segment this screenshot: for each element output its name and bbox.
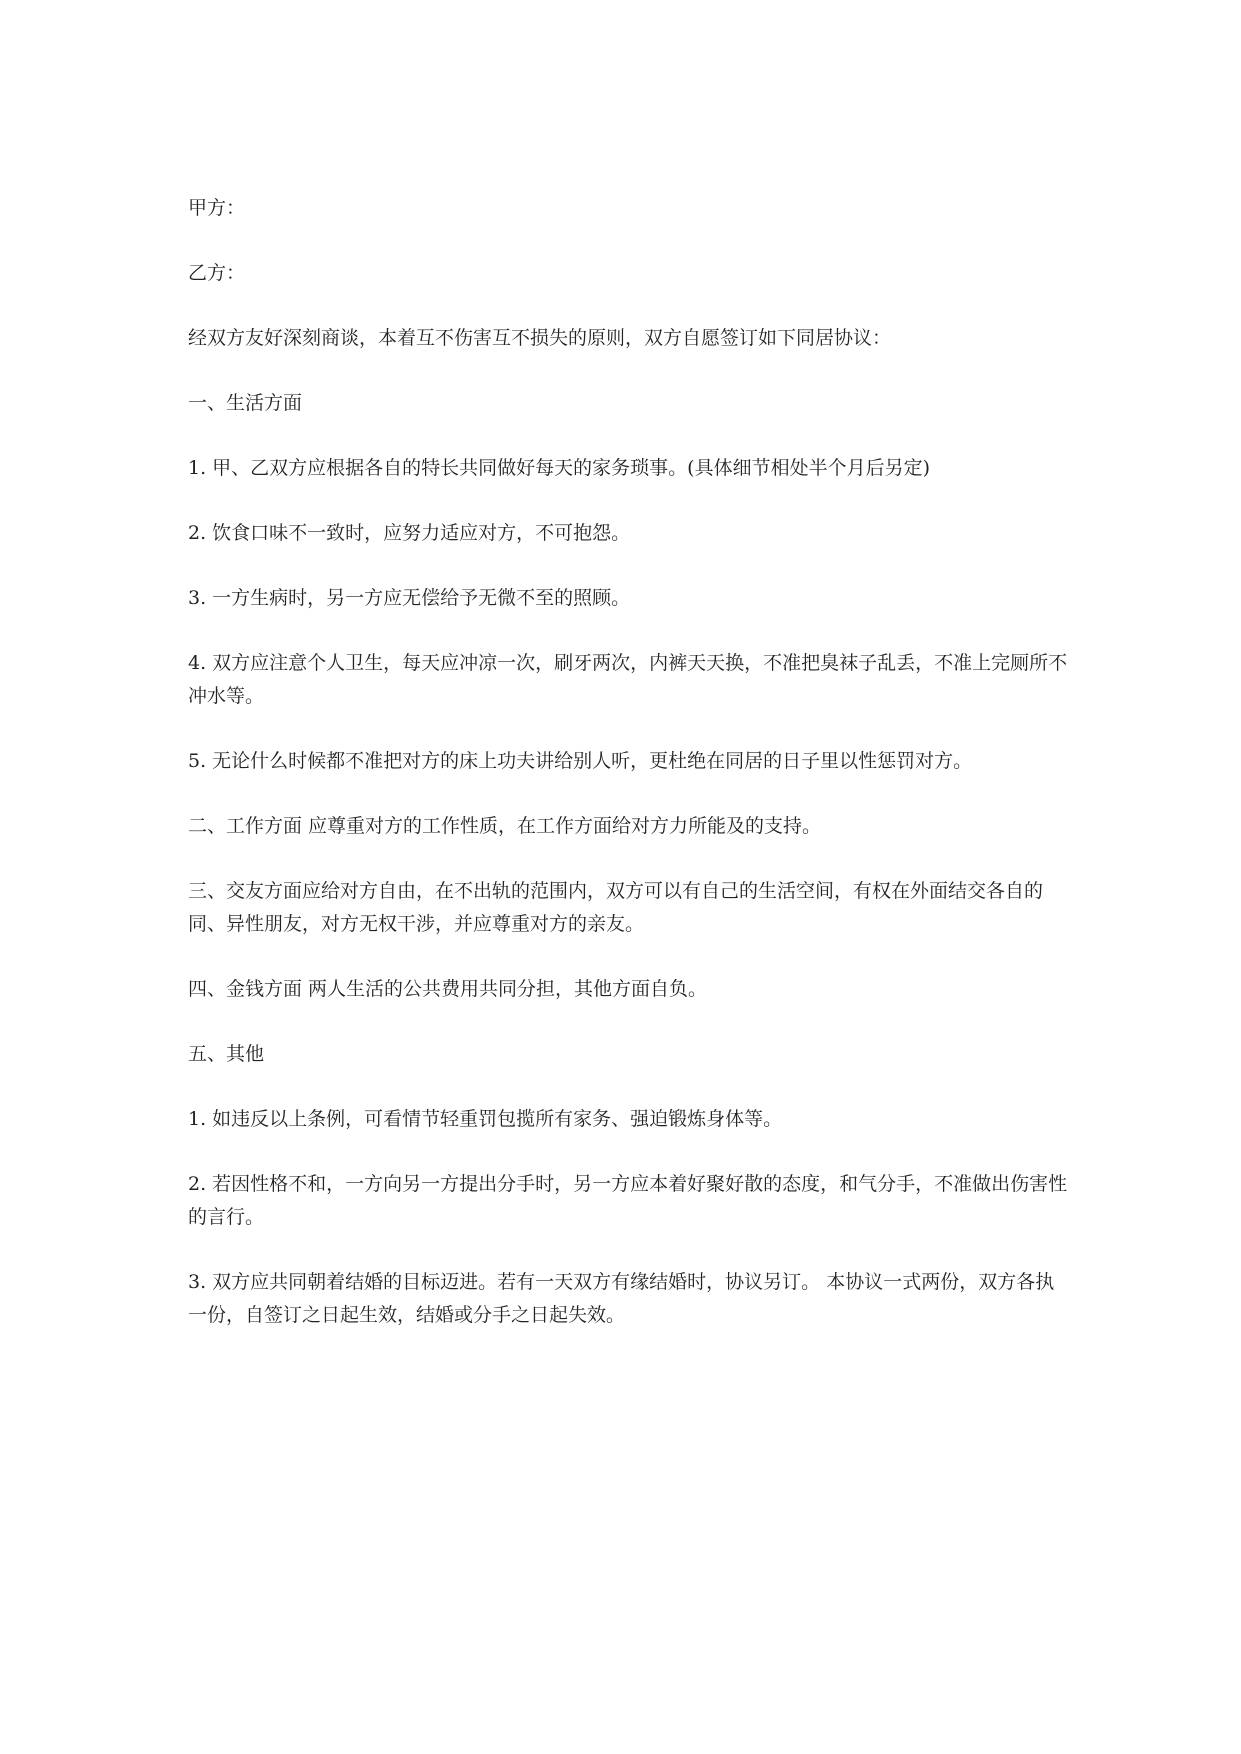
section-money: 四、金钱方面 两人生活的公共费用共同分担，其他方面自负。 <box>188 978 708 1000</box>
life-clause-1: 1. 甲、乙双方应根据各自的特长共同做好每天的家务琐事。(具体细节相处半个月后另定) <box>188 457 930 479</box>
other-clause-2: 2. 若因性格不和，一方向另一方提出分手时，另一方应本着好聚好散的态度，和气分手，不准做出伤害性的言行。 <box>188 1173 1068 1228</box>
section-heading-life: 一、生活方面 <box>188 392 303 414</box>
life-clause-2: 2. 饮食口味不一致时，应努力适应对方，不可抱怨。 <box>188 522 631 544</box>
life-clause-5: 5. 无论什么时候都不准把对方的床上功夫讲给别人听，更杜绝在同居的日子里以性惩罚对方。 <box>188 750 973 772</box>
section-friends: 三、交友方面应给对方自由，在不出轨的范围内，双方可以有自己的生活空间，有权在外面结交各自的同、异性朋友，对方无权干涉，并应尊重对方的亲友。 <box>188 880 1044 935</box>
section-heading-other: 五、其他 <box>188 1043 265 1065</box>
party-a-line: 甲方： <box>188 197 246 219</box>
life-clause-4: 4. 双方应注意个人卫生，每天应冲凉一次，刷牙两次，内裤天天换，不准把臭袜子乱丢，不准上完厕所不冲水等。 <box>188 652 1068 707</box>
party-b-line: 乙方： <box>188 262 246 284</box>
other-clause-1: 1. 如违反以上条例，可看情节轻重罚包揽所有家务、强迫锻炼身体等。 <box>188 1108 783 1130</box>
preamble-paragraph: 经双方友好深刻商谈，本着互不伤害互不损失的原则，双方自愿签订如下同居协议： <box>188 327 892 349</box>
other-clause-3: 3. 双方应共同朝着结婚的目标迈进。若有一天双方有缘结婚时，协议另订。 本协议一式两份，双方各执一份，自签订之日起生效，结婚或分手之日起失效。 <box>188 1271 1055 1326</box>
life-clause-3: 3. 一方生病时，另一方应无偿给予无微不至的照顾。 <box>188 587 631 609</box>
section-work: 二、工作方面 应尊重对方的工作性质，在工作方面给对方力所能及的支持。 <box>188 815 822 837</box>
agreement-body <box>188 192 1068 1364</box>
